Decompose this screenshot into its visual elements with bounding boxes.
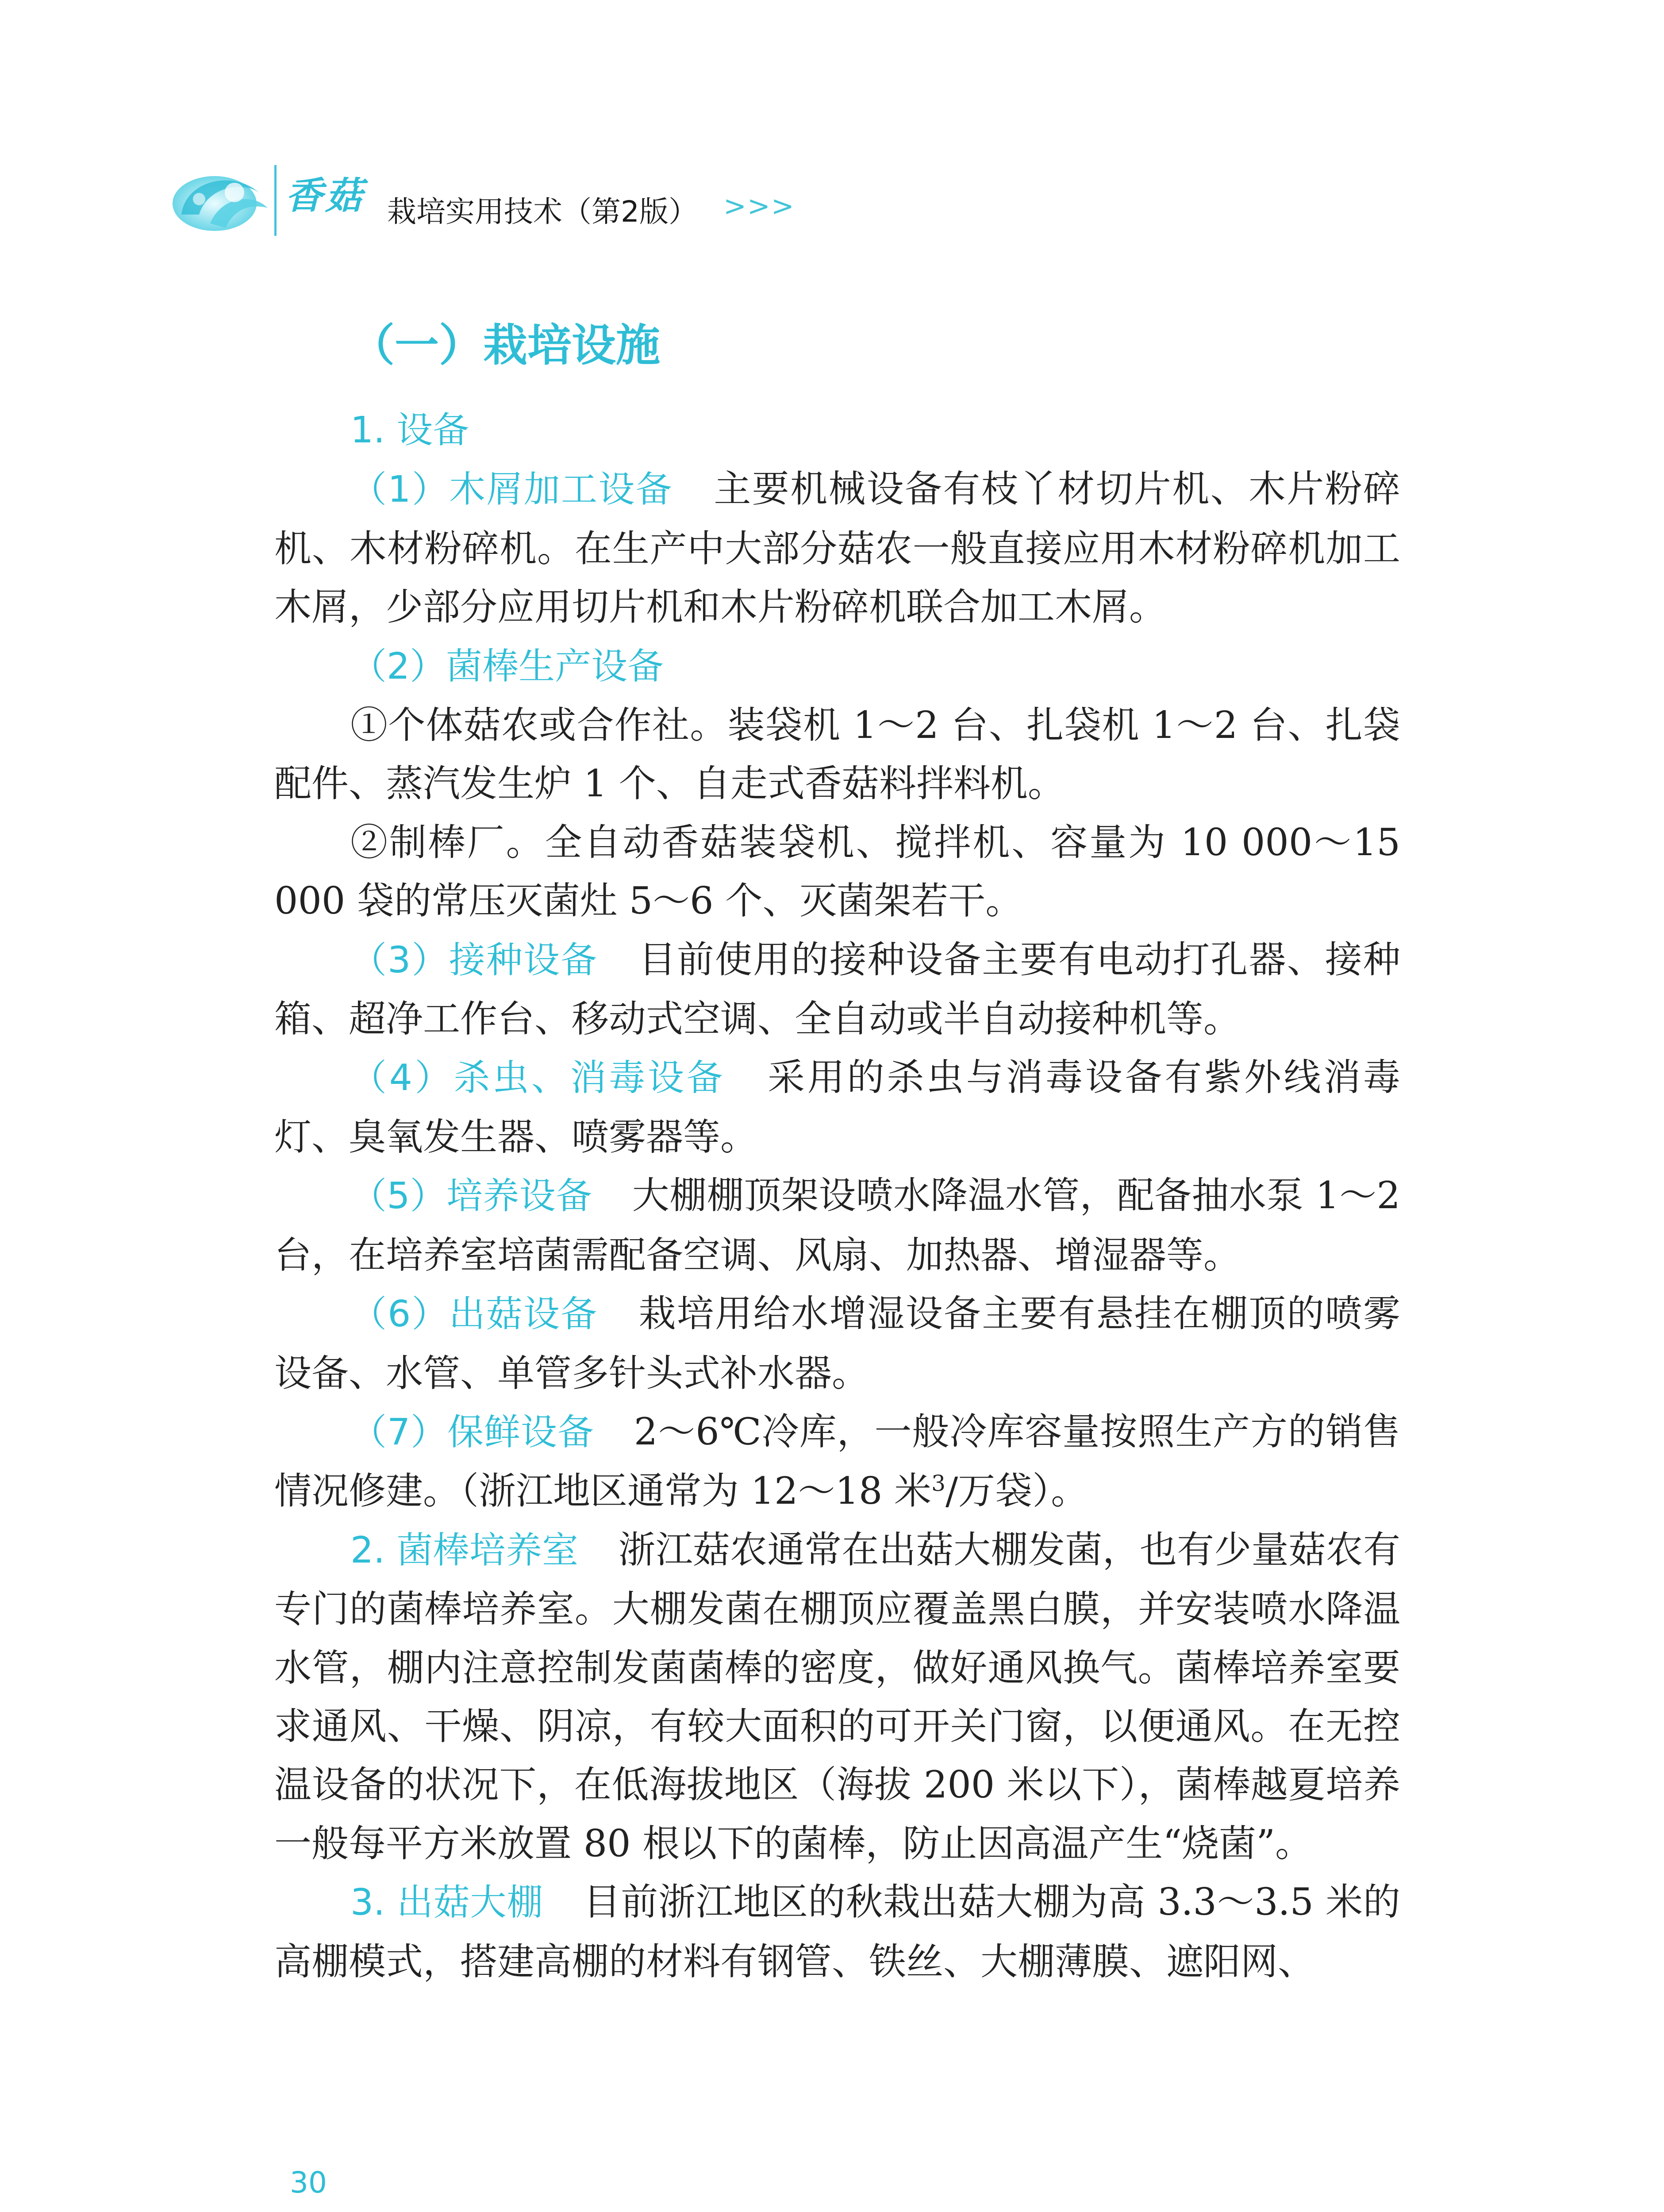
paragraph-heading: （7）保鲜设备 [350,1411,594,1453]
paragraph-9 [274,1284,1400,1402]
paragraph-1 [274,400,1400,460]
header-book-title: 栽培实用技术（第2版） [387,195,698,229]
paragraph-text: 栽培用给水增湿设备主要有悬挂在棚顶的喷雾设备、水管、单管多针头式补水器。 [274,1292,1400,1395]
paragraph-text: 主要机械设备有枝丫材切片机、木片粉碎机、木材粉碎机。在生产中大部分菇农一般直接应用木材粉碎机加工木屑，少部分应用切片机和木片粉碎机联合加工木屑。 [274,467,1400,629]
paragraph-3 [274,637,1400,696]
paragraph-heading: （1）木屑加工设备 [350,469,673,511]
body-text [274,400,1400,1991]
paragraph-10 [274,1402,1400,1521]
section-title: （一）栽培设施 [350,319,660,371]
paragraph-text: ①个体菇农或合作社。装袋机 1～2 台、扎袋机 1～2 台、扎袋配件、蒸汽发生炉 1 个、自走式香菇料拌料机。 [274,703,1400,806]
paragraph-12 [274,1873,1400,1991]
running-header [168,157,876,246]
paragraph-heading: （3）接种设备 [350,939,598,981]
paragraph-text-after: /万袋）。 [945,1469,1088,1513]
paragraph-heading: （6）出菇设备 [350,1293,598,1336]
mushroom-swirl-logo-icon [168,161,274,237]
paragraph-5 [274,813,1400,930]
header-brand: 香菇 [285,173,365,217]
paragraph-text: 大棚棚顶架设喷水降温水管，配备抽水泵 1～2 台，在培养室培菌需配备空调、风扇、加热器、增湿器等。 [274,1174,1401,1277]
header-divider [274,165,277,236]
paragraph-text: 目前浙江地区的秋栽出菇大棚为高 3.3～3.5 米的高棚模式，搭建高棚的材料有钢管、铁丝、大棚薄膜、遮阳网、 [274,1880,1400,1983]
header-chevrons: >>> [723,190,795,222]
paragraph-text: 浙江菇农通常在出菇大棚发菌，也有少量菇农有专门的菌棒培养室。大棚发菌在棚顶应覆盖黑白膜，并安装喷水降温水管，棚内注意控制发菌菌棒的密度，做好通风换气。菌棒培养室要求通风、干燥、阴凉，有较大面积的可开关门窗，以便通风。在无控温设备的状况下，在低海拔地区（海拔 200 米以下），菌棒越夏培养一般每平方米放置 80 根以下的菌棒，防止因高温产生“烧菌”。 [274,1528,1400,1865]
paragraph-2 [274,460,1400,636]
paragraph-text: 2～6℃冷库，一般冷库容量按照生产方的销售情况修建。（浙江地区通常为 12～18 米 [274,1409,1400,1513]
superscript: 3 [931,1471,945,1497]
paragraph-7 [274,1048,1400,1166]
paragraph-text: 目前使用的接种设备主要有电动打孔器、接种箱、超净工作台、移动式空调、全自动或半自动接种机等。 [274,937,1400,1041]
paragraph-8 [274,1166,1400,1284]
paragraph-heading: 2. 菌棒培养室 [350,1529,579,1571]
paragraph-heading: 1. 设备 [350,409,469,451]
paragraph-text: 采用的杀虫与消毒设备有紫外线消毒灯、臭氧发生器、喷雾器等。 [274,1056,1401,1159]
paragraph-heading: （5）培养设备 [350,1175,592,1217]
paragraph-text: ②制棒厂。全自动香菇装袋机、搅拌机、容量为 10 000～15 000 袋的常压灭菌灶 5～6 个、灭菌架若干。 [274,820,1400,923]
paragraph-heading: （4）杀虫、消毒设备 [350,1057,726,1099]
paragraph-11 [274,1521,1400,1873]
paragraph-4 [274,696,1400,813]
paragraph-6 [274,930,1400,1048]
paragraph-heading: （2）菌棒生产设备 [350,645,664,687]
page-number: 30 [290,2166,327,2200]
paragraph-heading: 3. 出菇大棚 [350,1882,543,1924]
